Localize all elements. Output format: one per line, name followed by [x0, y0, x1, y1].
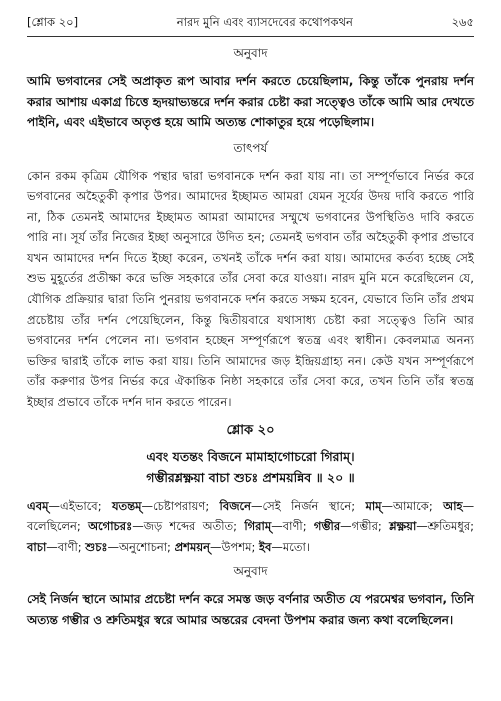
- synonym-meaning: গম্ভীর: [351, 519, 378, 534]
- synonym-term: ইব: [259, 539, 272, 554]
- running-header: [27, 14, 474, 34]
- synonym-term: গিরাম্: [244, 519, 272, 534]
- synonym-meaning: মতো: [282, 539, 306, 554]
- synonym-meaning: এইভাবে: [60, 498, 98, 513]
- sloka-line-1: এবং যতন্তং বিজনে মামাহাগোচরো গিরাম্।: [146, 448, 355, 464]
- synonym-term: শুচঃ: [85, 539, 108, 554]
- synonym-term: শ্লক্ষ্ণয়া: [389, 519, 417, 534]
- synonym-term: প্রশময়ন্: [174, 539, 210, 554]
- word-meanings: এবম্—এইভাবে; যতন্তম্—চেষ্টাপরায়ণ; বিজনে—সেই নির্জন স্থানে; মাম্—আমাকে; আহ—বলেছিলেন; অগোচরঃ—জড় শব্দের অতীত; গিরাম্—বাণী; গম্ভীর—গম্ভীর; শ্লক্ষ্ণয়া—শ্রুতিমধুর; বাচা—বাণী; শুচঃ—অনুশোচনা; প্রশময়ন্—উপশম; ইব—মতো।: [27, 498, 475, 554]
- translation-heading-2: অনুবাদ: [233, 564, 268, 579]
- synonym-term: অগোচরঃ: [88, 519, 133, 534]
- synonym-meaning: বাণী: [57, 539, 78, 554]
- synonym-meaning: উপশম: [221, 539, 252, 554]
- translation-text-2: সেই নির্জন স্থানে আমার প্রচেষ্টা দর্শন করে সমস্ত জড় বর্ণনার অতীত যে পরমেশ্বর ভগবান, তিনি অত্যন্ত গম্ভীর ও শ্রুতিমধুর স্বরে আমার অন্তরের বেদনা উপশম করার জন্য কথা বলেছিলেন।: [27, 592, 474, 627]
- purport-heading: তাৎপর্য: [233, 140, 268, 155]
- sloka-line-2: গম্ভীরশ্লক্ষ্ণয়া বাচা শুচঃ প্রশময়ন্নিব ॥ ২০ ॥: [146, 469, 355, 485]
- synonym-meaning: সেই নির্জন স্থানে: [262, 498, 352, 513]
- sloka-title: শ্লোক ২০: [226, 422, 275, 438]
- synonym-meaning: জড় শব্দের অতীত: [143, 519, 234, 534]
- book-page: [27, 14, 474, 630]
- synonym-term: বাচা: [27, 539, 47, 554]
- synonym-term: এবম্: [27, 498, 49, 513]
- synonym-term: মাম্: [365, 498, 382, 513]
- synonym-term: গম্ভীর: [313, 519, 341, 534]
- translation-text: আমি ভগবানের সেই অপ্রাকৃত রূপ আবার দর্শন করতে চেয়েছিলাম, কিন্তু তাঁকে পুনরায় দর্শন করার আশায় একাগ্র চিত্তে হৃদয়াভ্যন্তরে দর্শন করার চেষ্টা করা সত্ত্বেও তাঁকে আমি আর দেখতে পাইনি, এবং এইভাবে অতৃপ্ত হয়ে আমি অত্যন্ত শোকাতুর হয়ে পড়েছিলাম।: [27, 74, 474, 129]
- synonym-meaning: চেষ্টাপরায়ণ: [153, 498, 206, 513]
- synonym-meaning: অনুশোচনা: [119, 539, 168, 554]
- translation-heading: অনুবাদ: [233, 46, 268, 60]
- synonym-term: বিজনে: [219, 498, 252, 513]
- synonym-term: আহ: [443, 498, 463, 513]
- header-rule: [27, 36, 474, 37]
- purport-text: কোন রকম কৃত্রিম যৌগিক পন্থার দ্বারা ভগবানকে দর্শন করা যায় না। তা সম্পূর্ণভাবে নির্ভর করে ভগবানের অহৈতুকী কৃপার উপর। আমাদের ইচ্ছামত আমরা যেমন সূর্যের উদয় দাবি করতে পারি না, ঠিক তেমনই আমাদের ইচ্ছামত আমরা আমাদের সম্মুখে ভগবানের উপস্থিতিও দাবি করতে পারি না। সূর্য তাঁর নিজের ইচ্ছা অনুসারে উদিত হন; তেমনই ভগবান তাঁর অহৈতুকী কৃপার প্রভাবে যখন আমাদের দর্শন দিতে ইচ্ছা করেন, তখনই তাঁকে দর্শন করা যায়। আমাদের কর্তব্য হচ্ছে সেই শুভ মুহূর্তের প্রতীক্ষা করে ভক্তি সহকারে তাঁর সেবা করে যাওয়া। নারদ মুনি মনে করেছিলেন যে, যৌগিক প্রক্রিয়ার দ্বারা তিনি পুনরায় ভগবানকে দর্শন করতে সক্ষম হবেন, যেভাবে তিনি তাঁর প্রথম প্রচেষ্টায় তাঁর দর্শন পেয়েছিলেন, কিন্তু দ্বিতীয়বারে যথাসাধ্য চেষ্টা করা সত্ত্বেও তিনি আর ভগবানের দর্শন পেলেন না। ভগবান হচ্ছেন সম্পূর্ণরূপে স্বতন্ত্র এবং স্বাধীন। কেবলমাত্র অনন্য ভক্তির দ্বারাই তাঁকে লাভ করা যায়। তিনি আমাদের জড় ইন্দ্রিয়গ্রাহ্য নন। কেউ যখন সম্পূর্ণরূপে তাঁর করুণার উপর নির্ভর করে ঐকান্তিক নিষ্ঠা সহকারে তাঁর সেবা করে, তখন তিনি তাঁর স্বতন্ত্র ইচ্ছার প্রভাবে তাঁকে দর্শন দান করতে পারেন।: [27, 168, 474, 410]
- page-number: ২৬৫: [451, 15, 474, 29]
- synonym-term: যতন্তম্: [111, 498, 142, 513]
- verse-reference: [শ্লোক ২০]: [27, 15, 79, 29]
- synonym-meaning: বাণী: [282, 519, 303, 534]
- synonym-meaning: আমাকে: [393, 498, 429, 513]
- chapter-title: নারদ মুনি এবং ব্যাসদেবের কথোপকথন: [176, 15, 353, 29]
- synonym-meaning: শ্রুতিমধুর: [427, 519, 471, 534]
- synonym-meaning: বলেছিলেন: [27, 519, 77, 534]
